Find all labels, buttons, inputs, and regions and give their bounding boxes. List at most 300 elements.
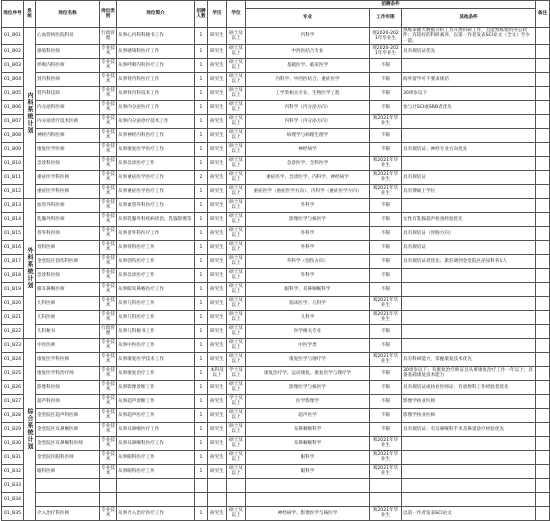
education-cell: 研究生 [208,226,227,240]
other-conditions-cell: 具有规培证优先 [402,44,536,58]
remark-cell [536,72,550,86]
position-category-cell: 专业技术 [101,256,115,267]
major-cell: 康复医学与理疗学 [246,352,370,366]
position-code-cell: 01_B14 [2,212,24,226]
header-work-years: 工作年限 [370,9,402,28]
work-years-cell: 须2021年毕业生 [370,450,402,464]
table-row [2,352,550,366]
table-row [2,212,550,226]
education-cell: 研究生 [208,198,227,212]
hire-count-cell: 1 [195,422,208,436]
position-name-cell: 超声科医师 [36,394,100,408]
education-cell: 研究生 [208,450,227,464]
position-name-cell: 康复医学科医师 [36,352,100,366]
degree-cell: 硕士及以上 [227,324,246,338]
position-code-cell: 01_B06 [2,100,24,114]
position-intro-cell: 从事儿科医疗工作 [117,296,195,310]
remark-cell [536,100,550,114]
degree-cell: 硕士及以上 [227,408,246,422]
other-conditions-cell [402,478,536,492]
hire-count-cell: 1 [195,254,208,268]
major-cell: 外科学（创伤方向） [246,254,370,268]
other-conditions-cell: 具有博硕士学位 [402,184,536,198]
hire-count-cell [195,492,208,506]
education-cell: 研究生 [208,184,227,198]
work-years-cell: 不限 [370,58,402,72]
position-intro-cell: 从事神经内科医疗工作 [117,128,195,142]
table-row [2,156,550,170]
degree-cell: 硕士及以上 [227,100,246,114]
position-name-cell: 金堂院区创伤科医师 [36,254,100,268]
education-cell: 研究生 [208,100,227,114]
education-cell: 研究生 [208,72,227,86]
remark-cell [536,184,550,198]
other-conditions-cell [402,310,536,324]
major-cell: 临床医学、儿科学 [246,296,370,310]
position-intro-cell: 从事中医医疗工作 [117,338,195,352]
position-intro-cell: 从事康复医学医疗工作 [117,142,195,156]
work-years-cell: 不限 [370,422,402,436]
position-code-cell: 01_B09 [2,142,24,156]
education-cell: 研究生 [208,128,227,142]
other-conditions-cell: 30周岁以下 [402,86,536,100]
position-code-cell: 01_B17 [2,254,24,268]
table-row [2,226,550,240]
header-category: 岗位类别 [100,1,117,28]
table-row [2,310,550,324]
position-intro-cell: 从事超声医疗工作 [117,408,195,422]
position-code-cell: 01_B19 [2,282,24,296]
other-conditions-cell: 具有规培证或执业医师证；有放射科工作经验者优先 [402,380,536,394]
department-label: 内科系统计划 [24,28,36,199]
position-name-cell: 乳腺外科医师 [36,212,100,226]
position-name-cell: 儿科秘书 [36,324,100,338]
hire-count-cell: 2 [195,170,208,184]
education-cell: 研究生 [208,436,227,450]
remark-cell [536,450,550,464]
position-code-cell: 01_B28 [2,408,24,422]
position-name-cell: 康复医学科治疗师 [36,366,100,380]
work-years-cell: 不限 [370,380,402,394]
work-years-cell: 须2021年毕业生 [370,464,402,478]
remark-cell [536,492,550,506]
table-row [2,422,550,436]
table-row [2,114,550,128]
degree-cell: 硕士及以上 [227,436,246,450]
position-intro-cell: 从事眼科医疗工作 [117,450,195,464]
education-cell: 研究生 [208,156,227,170]
major-cell: 内科学（内分泌方向） [246,100,370,114]
hire-count-cell: 1 [195,352,208,366]
major-cell: 儿科学 [246,310,370,324]
work-years-cell: 不限 [370,100,402,114]
header-education: 学历 [208,1,227,28]
position-intro-cell: 从事血管外科医疗工作 [117,198,195,212]
major-cell: 外科学 [246,240,370,254]
hire-count-cell: 1 [195,394,208,408]
degree-cell: 硕士及以上 [227,352,246,366]
work-years-cell: 不限 [370,394,402,408]
position-name-cell: 眼科医师 [36,464,100,478]
major-cell: 急诊医学、全科医学 [246,156,370,170]
major-cell: 工学类相关专业、生物医学工程 [246,86,370,100]
remark-cell [536,352,550,366]
major-cell [246,492,370,506]
degree-cell: 硕士及以上 [227,338,246,352]
work-years-cell: 须2021年毕业生 [370,506,402,520]
header-major: 专业 [246,9,370,28]
position-category-cell: 行政管理 [101,326,115,337]
table-row [2,86,550,100]
position-name-cell: 肾内科技师 [36,86,100,100]
header-intro: 岗位简介 [117,1,195,28]
other-conditions-cell: 具有规培证者优先；派驻调到金堂院区泌尿科各1人 [402,254,536,268]
position-intro-cell: 从事感染科医疗工作 [117,44,195,58]
work-years-cell: 不限 [370,142,402,156]
work-years-cell [370,492,402,506]
position-intro-cell: 从事肾内科技术工作 [117,86,195,100]
degree-cell: 硕士及以上 [227,296,246,310]
degree-cell: 硕士及以上 [227,28,246,45]
position-name-cell: 肾内科医师 [36,72,100,86]
position-category-cell: 专业技术 [101,368,115,379]
position-name-cell: 儿科医师 [36,296,100,310]
table-row [2,324,550,338]
position-name-cell: 内分泌诊疗技术医师 [36,114,100,128]
remark-cell [536,422,550,436]
position-name-cell: 骨科医师 [36,240,100,254]
degree-cell: 硕士及以上 [227,226,246,240]
header-count: 招聘人数 [195,1,208,28]
position-category-cell: 专业技术 [101,452,115,463]
degree-cell: 硕士及以上 [227,380,246,394]
remark-cell [536,436,550,450]
other-conditions-cell [402,324,536,338]
header-conditions: 招聘条件 [246,1,536,9]
position-name-cell: 内分泌科医师 [36,100,100,114]
position-category-cell: 专业技术 [101,382,115,393]
table-row [2,296,550,310]
hire-count-cell: 1 [195,296,208,310]
hire-count-cell: 1 [195,114,208,128]
remark-cell [536,268,550,282]
position-intro-cell: 从事介入治疗医疗工作 [117,506,195,520]
position-intro-cell: 从事心内科科秘书工作 [117,28,195,45]
other-conditions-cell: 具有规培证 [402,240,536,254]
position-code-cell: 01_B29 [2,422,24,436]
other-conditions-cell: 30周岁以下；有康复治疗师证且从事康复治疗工作一年以上；具备基础康复技术能力 [402,366,536,380]
work-years-cell: 须2020-2021年毕业生 [370,44,402,58]
major-cell: 医学影像学 [246,394,370,408]
education-cell: 研究生 [208,380,227,394]
other-conditions-cell: 具有规培证；神经专业方向优先 [402,142,536,156]
hire-count-cell: 1 [195,142,208,156]
position-category-cell: 专业技术 [101,60,115,71]
major-cell: 内科学、中西医结合、重症医学 [246,72,370,86]
remark-cell [536,464,550,478]
position-code-cell: 01_B34 [2,492,24,506]
position-name-cell: 儿科医师 [36,310,100,324]
table-row [2,44,550,58]
position-intro-cell: 从事创伤医疗工作 [117,254,195,268]
education-cell: 研究生 [208,240,227,254]
major-cell: 超声医学 [246,408,370,422]
position-category-cell: 专业技术 [101,424,115,435]
position-category-cell: 行政管理 [100,28,117,45]
other-conditions-cell: 具有规培证（胃肠方向） [402,226,536,240]
education-cell: 研究生 [208,338,227,352]
position-category-cell: 专业技术 [101,438,115,449]
degree-cell: 硕士及以上 [227,58,246,72]
hire-count-cell: 1 [195,128,208,142]
remark-cell [536,58,550,72]
other-conditions-cell [402,58,536,72]
position-category-cell: 专业技术 [101,74,115,85]
table-row [2,492,550,506]
hire-count-cell: 1 [195,380,208,394]
hire-count-cell: 1 [195,44,208,58]
other-conditions-cell: 以第一作者发表SCI论文 [402,506,536,520]
other-conditions-cell [402,436,536,450]
work-years-cell: 须2021年毕业生 [370,184,402,198]
degree-cell: 硕士及以上 [227,198,246,212]
other-conditions-cell: 具有规培证；有耳鼻喉科手术及鼻窦诊疗经验优先 [402,422,536,436]
other-conditions-cell [402,464,536,478]
other-conditions-cell [402,268,536,282]
position-intro-cell: 从事影像诊断工作 [117,380,195,394]
table-row [2,170,550,184]
position-intro-cell: 从事眼耳鼻喉医疗工作 [117,282,195,296]
remark-cell [536,212,550,226]
remark-cell [536,198,550,212]
education-cell: 研究生 [208,506,227,520]
major-cell: 眼科学 [246,450,370,464]
degree-cell: 硕士及以上 [227,184,246,198]
education-cell: 研究生 [208,408,227,422]
table-row [2,450,550,464]
position-category-cell: 专业技术 [101,312,115,323]
position-code-cell: 01_B01 [2,28,24,45]
education-cell: 研究生 [208,170,227,184]
position-name-cell: 金堂院区耳鼻喉科医师 [36,436,100,450]
other-conditions-cell [402,492,536,506]
major-cell: 中医学类 [246,338,370,352]
major-cell: 重症医学（重症医学方向）、内科学（重症医学方向） [246,184,370,198]
remark-cell [536,86,550,100]
hire-count-cell: 1 [195,268,208,282]
degree-cell: 硕士及以上 [227,86,246,100]
position-intro-cell: 从事康复医学技术工作 [117,352,195,366]
major-cell: 内科学（内分泌方向） [246,114,370,128]
position-code-cell: 01_B26 [2,380,24,394]
position-category-cell [100,478,117,492]
education-cell: 研究生 [208,324,227,338]
education-cell: 研究生 [208,142,227,156]
work-years-cell: 不限 [370,338,402,352]
education-cell: 研究生 [208,310,227,324]
remark-cell [536,394,550,408]
position-intro-cell: 从事乳腺外科疾病诊治、乳腺影像等 [117,212,195,226]
position-category-cell: 专业技术 [101,396,115,407]
position-name-cell: 金堂院区超声科医师 [36,408,100,422]
position-category-cell: 专业技术 [101,298,115,309]
position-intro-cell: 从事肾内科医疗工作 [117,72,195,86]
hire-count-cell: 1 [195,408,208,422]
table-row [2,128,550,142]
position-category-cell: 专业技术 [101,88,115,99]
major-cell [246,478,370,492]
department-label: 综合系统计划 [24,338,36,520]
position-code-cell: 01_B20 [2,296,24,310]
position-code-cell: 01_B10 [2,156,24,170]
other-conditions-cell: 女性有乳腺超声检查经验优先 [402,212,536,226]
major-cell: 外科学 [246,198,370,212]
major-cell: 神经病学、影像医学与核医学 [246,506,370,520]
major-cell: 眼科学 [246,464,370,478]
other-conditions-cell [402,128,536,142]
work-years-cell: 不限 [370,324,402,338]
hire-count-cell: 1 [195,28,208,45]
major-cell: 重症医学、急诊医学、内科学、神经病学 [246,170,370,184]
position-intro-cell: 从事急诊医疗工作 [117,268,195,282]
other-conditions-cell [402,282,536,296]
remark-cell [536,128,550,142]
position-code-cell: 01_B16 [2,240,24,254]
position-name-cell: 金堂院区耳鼻喉医师 [36,422,100,436]
work-years-cell: 不限 [370,282,402,296]
position-name-cell: 急诊科医师 [36,268,100,282]
table-row [2,100,550,114]
education-cell: 研究生 [208,114,227,128]
other-conditions-cell: 影像学执业医师 [402,394,536,408]
major-cell: 病理学与病理生理学 [246,128,370,142]
position-category-cell: 专业技术 [101,508,115,519]
education-cell: 研究生 [208,44,227,58]
header-other: 其他条件 [402,9,536,28]
position-intro-cell [117,492,195,506]
education-cell: 研究生 [208,212,227,226]
education-cell: 本科及以上 [208,366,227,380]
degree-cell: 硕士及以上 [227,310,246,324]
education-cell: 研究生 [208,464,227,478]
hire-count-cell: 1 [195,240,208,254]
remark-cell [536,366,550,380]
degree-cell: 硕士及以上 [227,450,246,464]
remark-cell [536,324,550,338]
position-category-cell: 专业技术 [101,130,115,141]
position-code-cell: 01_B31 [2,450,24,464]
position-name-cell: 普外科医师 [36,226,100,240]
hire-count-cell: 1 [195,86,208,100]
major-cell: 眼科学、耳鼻咽喉科学 [246,282,370,296]
degree-cell: 硕士及以上 [227,44,246,58]
major-cell: 康复治疗学、运动康复、康复医学与理疗学 [246,366,370,380]
position-code-cell: 01_B04 [2,72,24,86]
education-cell: 研究生 [208,254,227,268]
work-years-cell: 须2021年毕业生 [370,310,402,324]
education-cell: 研究生 [208,422,227,436]
hire-count-cell [195,478,208,492]
position-category-cell: 专业技术 [101,102,115,113]
work-years-cell: 不限 [370,212,402,226]
degree-cell: 硕士及以上 [227,506,246,520]
table-row [2,268,550,282]
table-row [2,254,550,268]
table-row [2,72,550,86]
degree-cell: 硕士及以上 [227,72,246,86]
education-cell: 研究生 [208,86,227,100]
work-years-cell: 须2021年毕业生 [370,436,402,450]
position-code-cell: 01_B15 [2,226,24,240]
work-years-cell: 不限 [370,198,402,212]
position-intro-cell: 从事普外科医疗工作 [117,226,195,240]
position-code-cell: 01_B21 [2,310,24,324]
header-dept: 系统 [24,1,36,28]
position-name-cell: 影像科医师 [36,380,100,394]
work-years-cell: 不限 [370,366,402,380]
degree-cell: 硕士及以上 [227,142,246,156]
recruitment-table [1,0,550,521]
position-code-cell: 01_B35 [2,506,24,520]
degree-cell: 硕士及以上 [227,156,246,170]
degree-cell [227,492,246,506]
remark-cell [536,408,550,422]
position-code-cell: 01_B03 [2,58,24,72]
hire-count-cell: 1 [195,226,208,240]
table-row [2,282,550,296]
remark-cell [536,28,550,45]
position-code-cell: 01_B30 [2,436,24,450]
position-code-cell: 01_B02 [2,44,24,58]
position-intro-cell: 从事耳鼻喉医疗工作 [117,422,195,436]
work-years-cell: 不限 [370,72,402,86]
position-category-cell: 专业技术 [101,200,115,211]
hire-count-cell: 1 [195,506,208,520]
position-name-cell: 康复医学医师 [36,142,100,156]
remark-cell [536,380,550,394]
other-conditions-cell [402,338,536,352]
education-cell: 研究生 [208,394,227,408]
position-name-cell: 重症医学科医师 [36,184,100,198]
position-category-cell: 专业技术 [101,172,115,183]
major-cell: 外科学 [246,268,370,282]
header-degree: 学位 [227,1,246,28]
education-cell [208,478,227,492]
position-name-cell: 眼耳鼻喉医师 [36,282,100,296]
header-name: 岗位名称 [36,1,100,28]
hire-count-cell: 1 [195,324,208,338]
position-category-cell: 专业技术 [101,46,115,57]
position-code-cell: 01_B24 [2,352,24,366]
degree-cell: 学士及以上 [227,366,246,380]
position-name-cell: 血管外科医师 [36,198,100,212]
header-remark: 备注 [536,1,550,28]
position-category-cell: 专业技术 [101,466,115,477]
degree-cell: 硕士及以上 [227,268,246,282]
work-years-cell: 须2021年毕业生 [370,352,402,366]
work-years-cell [370,478,402,492]
position-intro-cell: 从事耳鼻喉科医疗工作 [117,436,195,450]
other-conditions-cell: 影像学执业医师 [402,408,536,422]
remark-cell [536,114,550,128]
other-conditions-cell: 具有规培证 [402,170,536,184]
table-row [2,506,550,520]
other-conditions-cell: 海外留学可不要求规培 [402,72,536,86]
position-category-cell: 专业技术 [101,116,115,127]
remark-cell [536,156,550,170]
work-years-cell: 不限 [370,268,402,282]
remark-cell [536,254,550,268]
